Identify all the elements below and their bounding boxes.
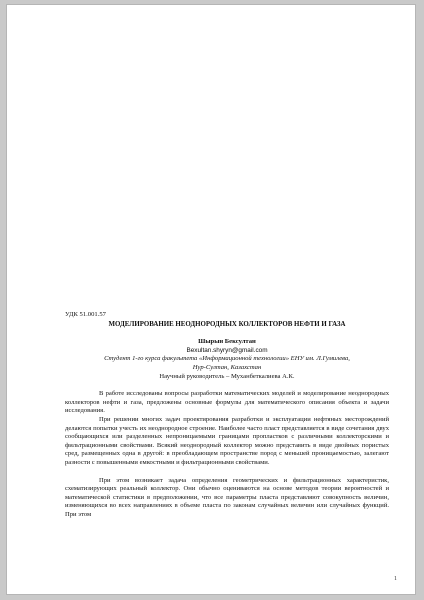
abstract-paragraph: В работе исследованы вопросы разработки математических моделей и моделирование неоднородных коллекторов нефти и газа, предложены основные формулы для математического описания объекта и задачи исследования.: [65, 390, 389, 415]
body-paragraph: При этом возникает задача определения геометрических и фильтрационных характеристик, схематизирующих реальный коллектор. Они обычно оцениваются на основе методов теории вероятностей и математической статистики в предположении, что все параметры пласта представляют совокупность величин, изменяющихся во всех направлениях в объеме пласта по законам случайных величин или случайных функций. При этом: [65, 476, 389, 518]
author-block: [65, 338, 389, 381]
document-page: [6, 4, 416, 595]
document-content: [65, 311, 389, 519]
author-supervisor: Научный руководитель – Муханбеткалиева А.К.: [159, 372, 295, 380]
page-number: 1: [394, 576, 397, 582]
author-position: Студент 1-го курса факультета «Информационной технологии» ЕНУ им. Л.Гумилева,: [104, 355, 350, 363]
udc-code: УДК 51.001.57: [65, 311, 106, 318]
author-location: Нур-Султан, Казахстан: [192, 363, 262, 371]
article-title: МОДЕЛИРОВАНИЕ НЕОДНОРОДНЫХ КОЛЛЕКТОРОВ НЕФТИ И ГАЗА: [108, 320, 346, 328]
author-name: Шырын Бексултан: [198, 338, 256, 346]
body-paragraph: При решении многих задач проектирования разработки и эксплуатации нефтяных месторождений делаются попытки учесть их неоднородное строение. Наиболее часто пласт представляется в виде сочетания двух сообщающихся или разделенных непроницаемыми границами пропластков с различными коллекторскими и фильтрационными свойствами. Всякий неоднородный коллектор можно представить в виде двойных пористых сред, размещенных одна в другой: в преобладающем пространстве пород с меньшей проницаемостью, залегают разности с повышенными емкостными и фильтрационными свойствами.: [65, 415, 389, 466]
author-email[interactable]: Bexultan.shyryn@gmail.com: [186, 346, 268, 354]
